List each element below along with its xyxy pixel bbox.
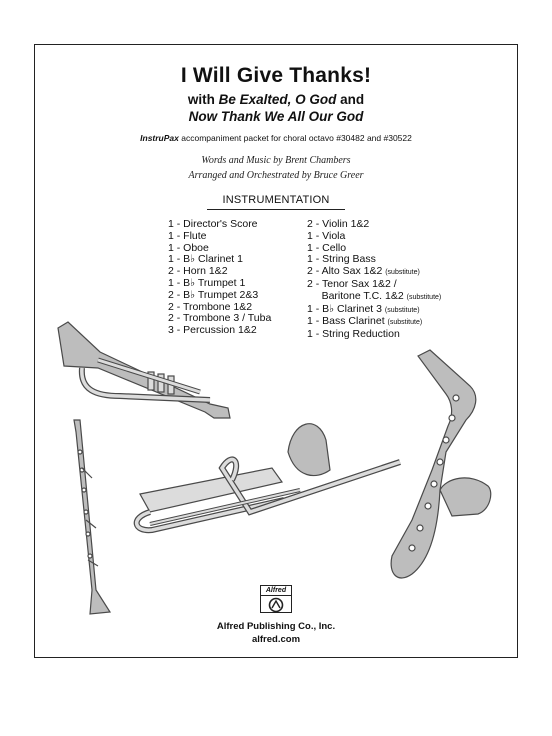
subtitle-with: with bbox=[187, 92, 215, 107]
instrument-list-right bbox=[307, 219, 441, 341]
instrument-label: 1 - Viola bbox=[307, 229, 346, 242]
heading-divider bbox=[207, 209, 345, 210]
instrument-label: 1 - String Bass bbox=[307, 253, 376, 266]
instrument-label: 3 - Percussion 1&2 bbox=[168, 324, 257, 337]
instrument-label: 1 - Director's Score bbox=[168, 218, 258, 230]
credit-arranged: Arranged and Orchestrated by Bruce Greer bbox=[188, 170, 364, 181]
publisher-website: alfred.com bbox=[251, 634, 301, 645]
instrument-item bbox=[307, 329, 441, 341]
instrument-label: 2 - Violin 1&2 bbox=[307, 218, 370, 230]
instrument-label: 2 - Alto Sax 1&2 bbox=[307, 265, 383, 278]
instrument-label: 1 - Flute bbox=[168, 229, 207, 242]
instrupax-text: accompaniment packet for choral octavo #30482 and #30522 bbox=[178, 133, 412, 143]
page-title: I Will Give Thanks! bbox=[180, 64, 372, 87]
subtitle-song-1: Be Exalted, O God bbox=[218, 92, 337, 107]
clarinet-illustration bbox=[74, 420, 110, 614]
subtitle-line-2 bbox=[0, 109, 552, 124]
instrument-label: 1 - Oboe bbox=[168, 241, 209, 254]
alfred-logo-mark bbox=[261, 596, 291, 613]
instrument-label: 1 - B♭ Clarinet 1 bbox=[168, 253, 243, 266]
instrument-list-left bbox=[168, 219, 271, 337]
alfred-logo-word: Alfred bbox=[261, 586, 291, 596]
instrument-item bbox=[168, 325, 271, 337]
instrument-label: 2 - Trombone 3 / Tuba bbox=[168, 312, 272, 325]
subtitle-song-2: Now Thank We All Our God bbox=[188, 109, 364, 124]
subtitle-and: and bbox=[340, 92, 365, 107]
alfred-logo bbox=[260, 585, 292, 613]
subtitle-line-1 bbox=[0, 92, 552, 107]
instrument-label: 2 - Horn 1&2 bbox=[168, 265, 228, 278]
publisher-name: Alfred Publishing Co., Inc. bbox=[216, 621, 336, 632]
instrument-label: 1 - B♭ Trumpet 1 bbox=[168, 276, 246, 289]
credit-words-music: Words and Music by Brent Chambers bbox=[201, 155, 351, 166]
instrument-note: (substitute) bbox=[385, 269, 420, 277]
instrupax-brand: InstruPax bbox=[140, 133, 179, 143]
instrument-label: 1 - Bass Clarinet bbox=[307, 315, 385, 328]
instrupax-note bbox=[0, 133, 552, 143]
instrumentation-heading: INSTRUMENTATION bbox=[222, 194, 330, 206]
instrument-label: 2 - B♭ Trumpet 2&3 bbox=[168, 288, 259, 301]
instrument-label: 1 - B♭ Clarinet 3 bbox=[307, 302, 382, 315]
instrument-note: (substitute) bbox=[387, 319, 423, 327]
instrument-note: (substitute) bbox=[406, 293, 442, 301]
instrument-label: 1 - Cello bbox=[307, 241, 347, 254]
instrument-label: 2 - Trombone 1&2 bbox=[168, 300, 253, 313]
instrument-label: Baritone T.C. 1&2 bbox=[307, 289, 404, 302]
instrument-label: 2 - Tenor Sax 1&2 / bbox=[307, 277, 397, 290]
instrument-note: (substitute) bbox=[384, 306, 420, 314]
instrument-label: 1 - String Reduction bbox=[307, 328, 400, 341]
saxophone-illustration bbox=[391, 350, 491, 578]
trombone-illustration bbox=[137, 424, 400, 530]
